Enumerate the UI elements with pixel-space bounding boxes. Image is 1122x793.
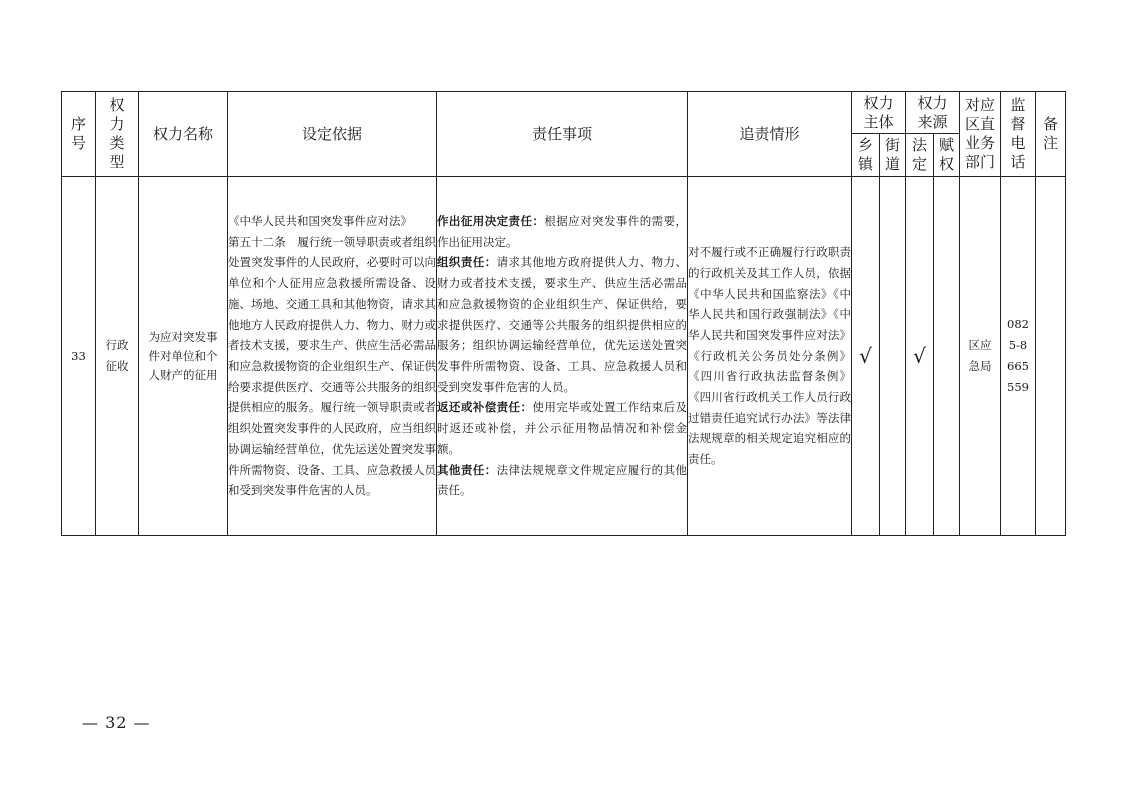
page-number: — 32 —: [82, 713, 151, 732]
row-name: 为应对突发事件对单位和个人财产的征用: [139, 177, 228, 536]
row-subject-town-check: √: [852, 177, 880, 536]
row-source-granted-check: [934, 177, 960, 536]
row-accountability: 对不履行或不正确履行行政职责的行政机关及其工作人员，依据《中华人民共和国监察法》《中华人民共和国行政强制法》《中华人民共和国突发事件应对法》《行政机关公务员处分条例》《四川省行政执法监督条例》《四川省行政机关工作人员行政过错责任追究试行办法》等法律法规规章的相关规定追究相应的责任。: [688, 177, 852, 536]
duty-item: 其他责任：法律法规规章文件规定应履行的其他责任。: [437, 462, 687, 498]
header-remark: 备注: [1036, 92, 1066, 177]
header-subject: 权力主体: [852, 92, 906, 134]
header-source: 权力来源: [906, 92, 960, 134]
row-subject-street-check: [880, 177, 906, 536]
header-basis: 设定依据: [228, 92, 437, 177]
table-row: [62, 177, 1066, 536]
header-source-granted: 赋权: [934, 134, 960, 177]
row-department: 区应急局: [960, 177, 1001, 536]
header-accountability: 追责情形: [688, 92, 852, 177]
header-phone: 监督电话: [1001, 92, 1036, 177]
duty-item: 返还或补偿责任：使用完毕或处置工作结束后及时返还或补偿，并公示征用物品情况和补偿金额。: [437, 400, 688, 456]
row-phone: 0825-8665559: [1001, 177, 1036, 536]
power-list-table: [61, 91, 1066, 536]
header-duty: 责任事项: [437, 92, 688, 177]
row-seq: 33: [62, 177, 96, 536]
header-subject-street: 街道: [880, 134, 906, 177]
row-duty: [437, 177, 688, 536]
header-seq: 序号: [62, 92, 96, 177]
header-name: 权力名称: [139, 92, 228, 177]
header-row-1: [62, 92, 1066, 134]
row-remark: [1036, 177, 1066, 536]
header-subject-town: 乡镇: [852, 134, 880, 177]
basis-article: 第五十二条 履行统一领导职责或者组织处置突发事件的人民政府，必要时可以向单位和个人征用应急救援所需设备、设施、场地、交通工具和其他物资，请求其他地方人民政府提供人力、物力、财力或者技术支援，要求生产、供应生活必需品和应急救援物资的企业组织生产、保证供给要求提供医疗、交通等公共服务的组织提供相应的服务。履行统一领导职责或者组织处置突发事件的人民政府，应当组织协调运输经营单位，优先运送处置突发事件所需物资、设备、工具、应急救援人员和受到突发事件危害的人员。: [228, 234, 436, 498]
row-type: 行政征收: [96, 177, 139, 536]
duty-item: 作出征用决定责任：根据应对突发事件的需要，作出征用决定。: [437, 214, 688, 249]
basis-law-title: 《中华人民共和国突发事件应对法》: [228, 214, 412, 229]
row-basis: [228, 177, 437, 536]
header-department: 对应区直业务部门: [960, 92, 1001, 177]
row-source-legal-check: √: [906, 177, 934, 536]
header-type: 权力类型: [96, 92, 139, 177]
header-source-legal: 法定: [906, 134, 934, 177]
duty-item: 组织责任：请求其他地方政府提供人力、物力、财力或者技术支援，要求生产、供应生活必需品和应急救援物资的企业组织生产、保证供给，要求提供医疗、交通等公共服务的组织提供相应的服务；组织协调运输经营单位，优先运送处置突发事件所需物资、设备、工具、应急救援人员和受到突发事件危害的人员。: [437, 255, 687, 394]
